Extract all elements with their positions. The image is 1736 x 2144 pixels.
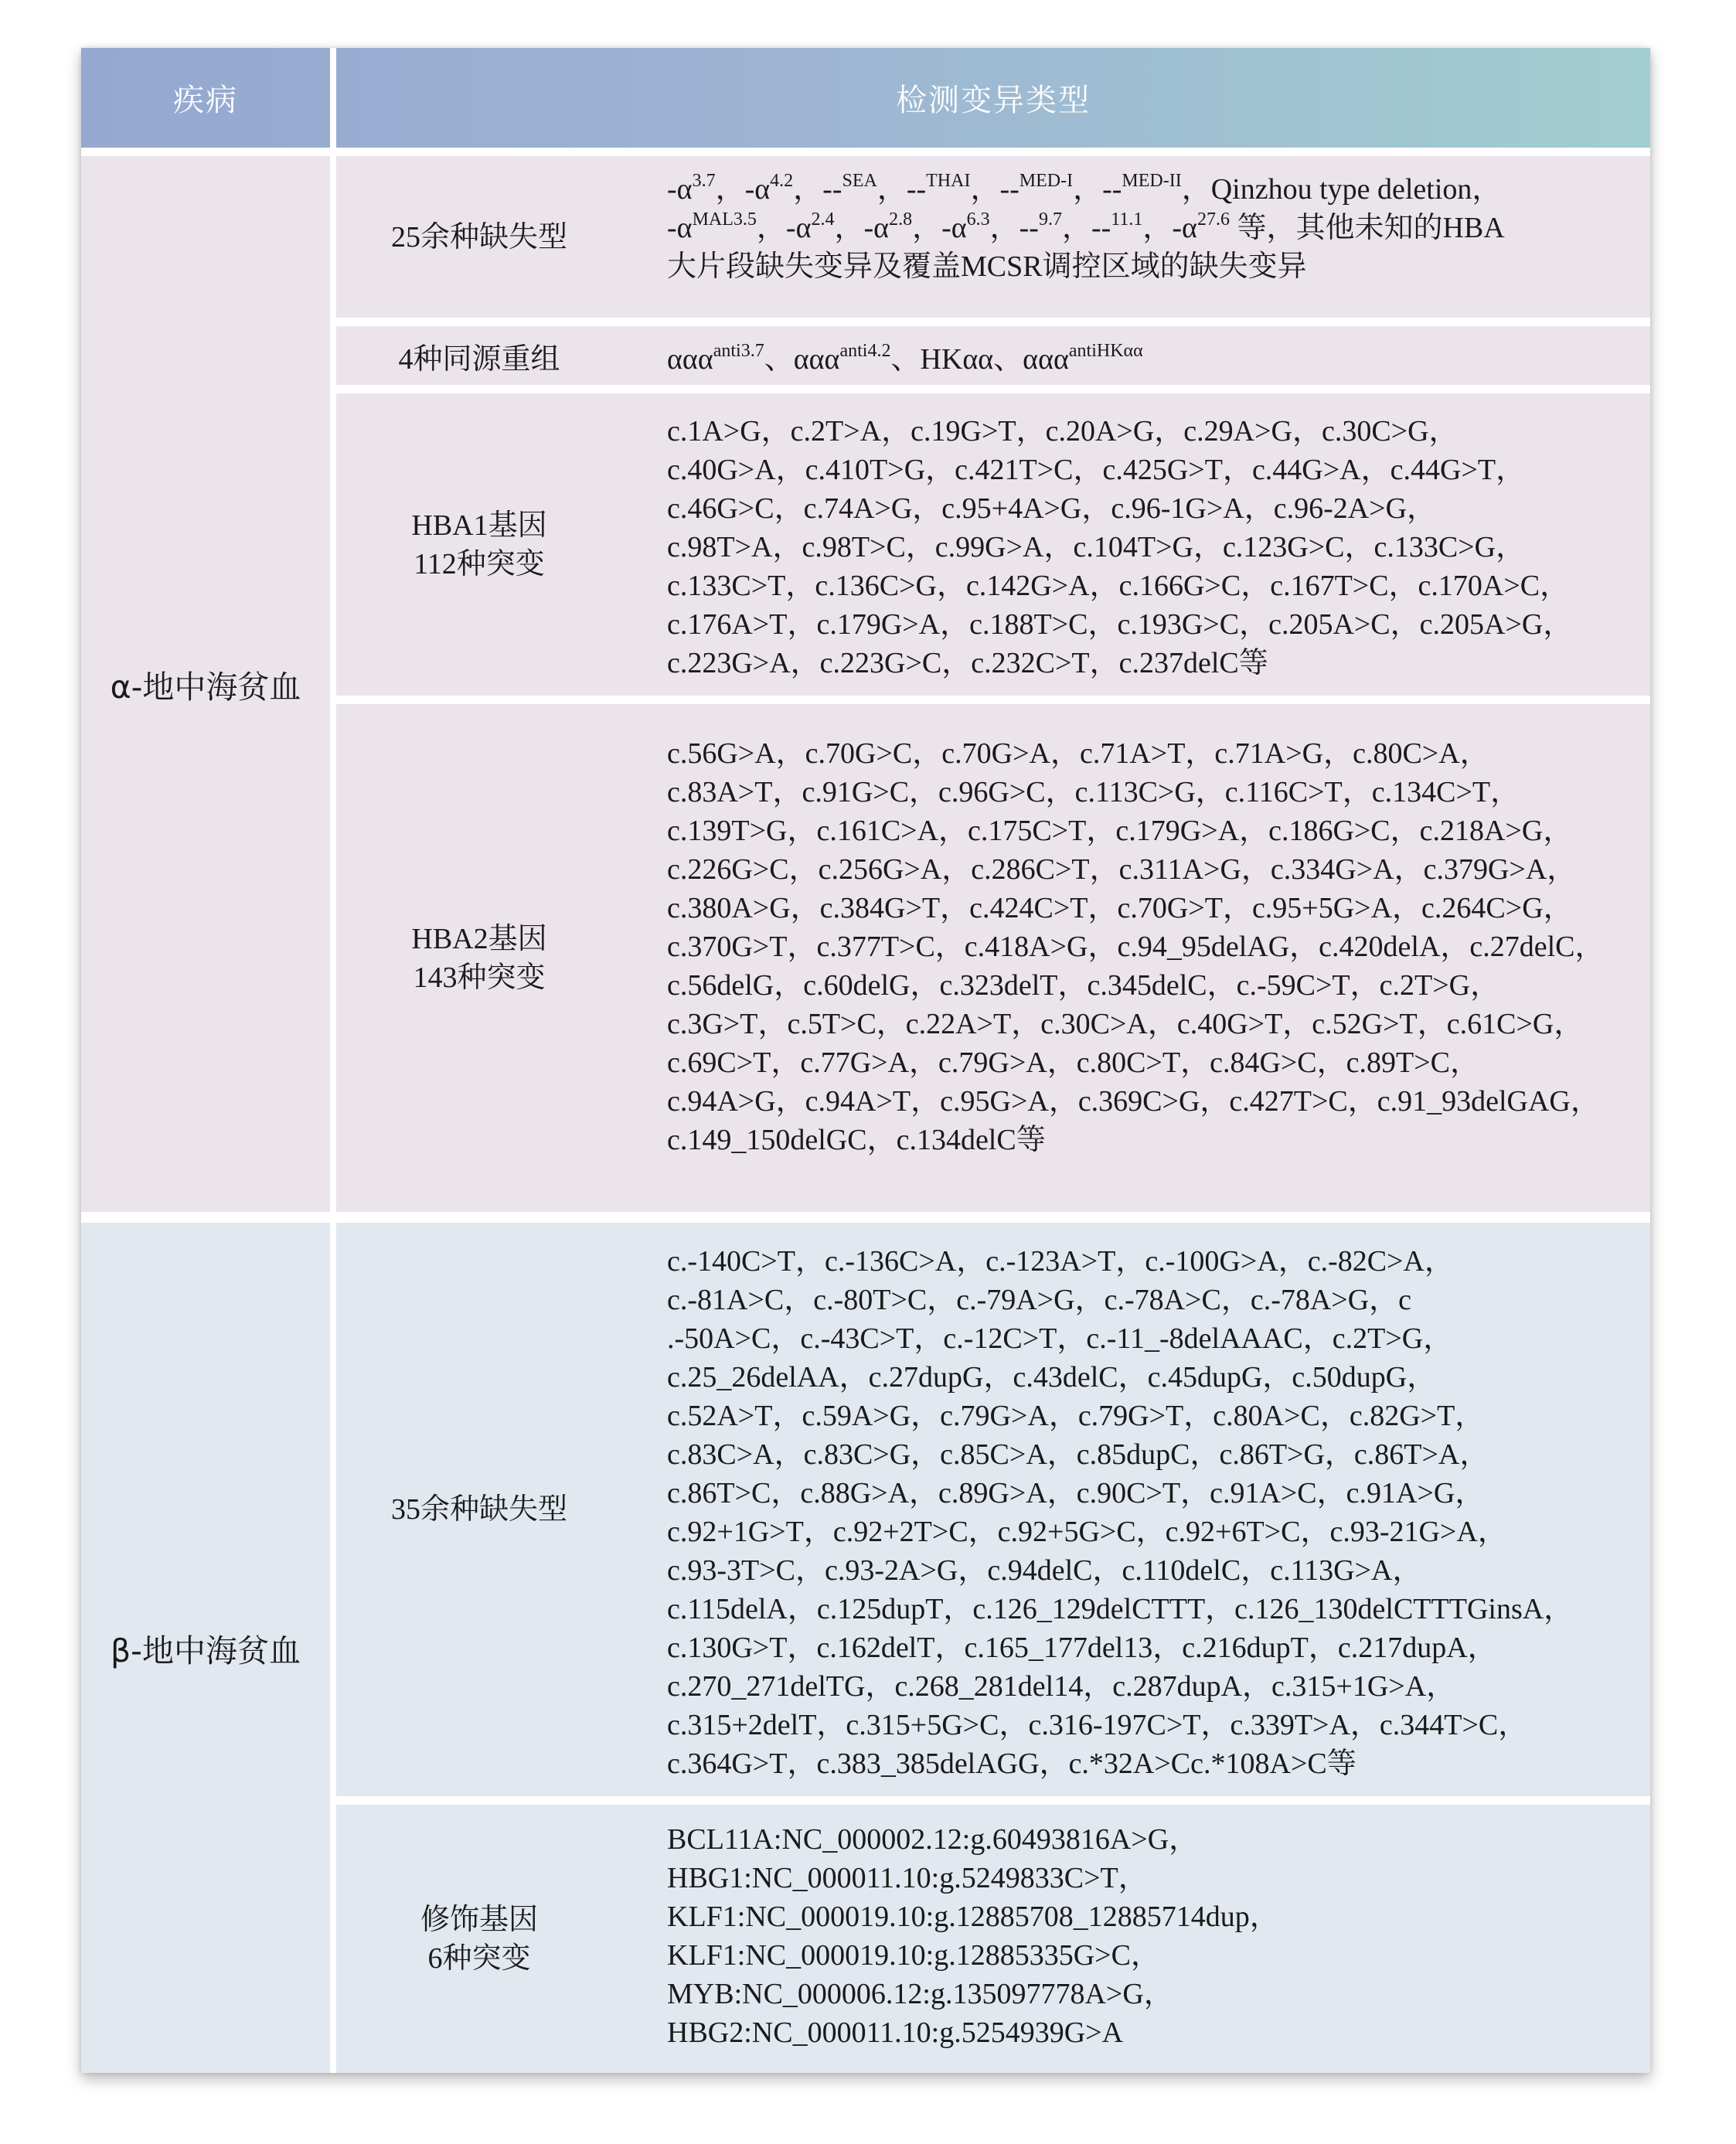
type-label: 143种突变 <box>413 961 546 994</box>
row-separator <box>336 1796 1650 1805</box>
type-label: 修饰基因 <box>420 1903 538 1936</box>
header-variant-type: 检测变异类型 <box>896 83 1091 118</box>
type-cell <box>336 393 622 696</box>
variant-line: c.3G>T，c.5T>C，c.22A>T，c.30C>A，c.40G>T，c.52G>T，c.61C>G， <box>667 1008 1584 1040</box>
variant-line: c.56delG，c.60delG，c.323delT，c.345delC，c.-59C>T，c.2T>G， <box>667 969 1500 1002</box>
variant-line: KLF1:NC_000019.10:g.12885335G>C， <box>667 1939 1160 1972</box>
variant-list <box>667 734 1618 1159</box>
variant-line: c.98T>A，c.98T>C，c.99G>A，c.104T>G，c.123G>C，c.133C>G， <box>667 531 1526 563</box>
header-divider <box>330 48 336 148</box>
variant-line: MYB:NC_000006.12:g.135097778A>G， <box>667 1978 1173 2010</box>
disease-beta: β-地中海贫血 <box>111 1632 301 1669</box>
variant-list <box>667 1820 1618 2052</box>
variant-line: $-\alpha^{MAL3.5}$，$-\alpha^{2.4}$，$-\alpha^{2.8}$，$-\alpha^{6.3}$，--$^{9.7}$，--$^{11.1}$，$-\alpha^{27.6}$ 等，其他未知的HBA <box>667 209 1505 244</box>
header-disease: 疾病 <box>173 83 238 118</box>
variant-line: c.-140C>T，c.-136C>A，c.-123A>T，c.-100G>A，c.-82C>A， <box>667 1245 1454 1278</box>
variant-list <box>667 170 1618 286</box>
variant-line: KLF1:NC_000019.10:g.12885708_12885714dup， <box>667 1901 1279 1933</box>
variant-line: $-\alpha^{3.7}$，$-\alpha^{4.2}$，--$^{SEA}$，--$^{THAI}$，--$^{MED-I}$，--$^{MED-II}$，Qinzhou type deletion， <box>667 171 1502 206</box>
variant-line: 大片段缺失变异及覆盖MCSR调控区域的缺失变异 <box>667 250 1307 283</box>
variant-line: HBG2:NC_000011.10:g.5254939G>A <box>667 2016 1124 2049</box>
variant-line: c.370G>T，c.377T>C，c.418A>G，c.94_95delAG，c.420delA，c.27delC， <box>667 931 1605 963</box>
variant-line: c.94A>G，c.94A>T，c.95G>A，c.369C>G，c.427T>C，c.91_93delGAG， <box>667 1085 1600 1118</box>
variant-line: c.226G>C，c.256G>A，c.286C>T，c.311A>G，c.334G>A，c.379G>A， <box>667 853 1577 886</box>
type-label: 4种同源重组 <box>398 342 560 376</box>
column-divider <box>330 156 336 1212</box>
variant-line: c.83C>A，c.83C>G，c.85C>A，c.85dupC，c.86T>G，c.86T>A， <box>667 1438 1489 1471</box>
type-cell <box>336 1223 622 1796</box>
row-separator <box>336 696 1650 704</box>
variant-line: c.176A>T，c.179G>A，c.188T>C，c.193G>C，c.205A>C，c.205A>G， <box>667 608 1573 641</box>
type-cell <box>336 1805 622 2073</box>
variant-line: c.1A>G，c.2T>A，c.19G>T，c.20A>G，c.29A>G，c.30C>G， <box>667 415 1459 448</box>
type-cell <box>336 156 622 318</box>
variant-line: c.139T>G，c.161C>A，c.175C>T，c.179G>A，c.186G>C，c.218A>G， <box>667 815 1573 847</box>
disease-alpha: α-地中海贫血 <box>110 668 301 706</box>
variant-line: HBG1:NC_000011.10:g.5249833C>T， <box>667 1862 1148 1894</box>
variant-line: c.86T>C，c.88G>A，c.89G>A，c.90C>T，c.91A>C，c.91A>G， <box>667 1477 1485 1509</box>
variant-line: c.46G>C，c.74A>G，c.95+4A>G，c.96-1G>A，c.96-2A>G， <box>667 492 1437 525</box>
variant-line: c.25_26delAA，c.27dupG，c.43delC，c.45dupG，c.50dupG， <box>667 1361 1437 1394</box>
variant-line: ααα$^{anti3.7}$、ααα$^{anti4.2}$、HKαα、ααα$^{antiHK\alpha\alpha}$ <box>667 341 1143 376</box>
variant-line: c.270_271delTG，c.268_281del14，c.287dupA，c.315+1G>A， <box>667 1670 1456 1703</box>
variant-line: BCL11A:NC_000002.12:g.60493816A>G， <box>667 1823 1199 1856</box>
variant-list <box>667 1242 1618 1783</box>
variant-line: c.52A>T，c.59A>G，c.79G>A，c.79G>T，c.80A>C，c.82G>T， <box>667 1400 1485 1432</box>
type-cell <box>336 326 622 392</box>
variant-list <box>667 412 1618 682</box>
variant-list <box>667 340 1618 379</box>
type-label: 25余种缺失型 <box>390 220 567 254</box>
variant-line: c.69C>T，c.77G>A，c.79G>A，c.80C>T，c.84G>C，c.89T>C， <box>667 1046 1480 1079</box>
variant-line: c.40G>A，c.410T>G，c.421T>C，c.425G>T，c.44G>A，c.44G>T， <box>667 454 1526 486</box>
variant-line: c.364G>T，c.383_385delAGG，c.*32A>Cc.*108A>C等 <box>667 1748 1356 1780</box>
type-label: HBA1基因 <box>411 509 547 542</box>
variant-line: c.223G>A，c.223G>C，c.232C>T，c.237delC等 <box>667 647 1268 679</box>
variant-line: c.115delA，c.125dupT，c.126_129delCTTT，c.126_130delCTTTGinsA， <box>667 1593 1574 1625</box>
table-header <box>81 48 1650 148</box>
variant-line: c.92+1G>T，c.92+2T>C，c.92+5G>C，c.92+6T>C，c.93-21G>A， <box>667 1516 1507 1548</box>
column-divider <box>330 1223 336 2073</box>
variant-line: c.-81A>C，c.-80T>C，c.-79A>G，c.-78A>C，c.-78A>G，c <box>667 1284 1412 1316</box>
variant-line: c.83A>T，c.91G>C，c.96G>C，c.113C>G，c.116C>T，c.134C>T， <box>667 776 1520 808</box>
type-cell <box>336 704 622 1212</box>
variant-line: c.56G>A，c.70G>C，c.70G>A，c.71A>T，c.71A>G，c.80C>A， <box>667 737 1489 770</box>
variant-line: c.130G>T，c.162delT，c.165_177del13，c.216dupT，c.217dupA， <box>667 1632 1497 1664</box>
row-separator <box>336 318 1650 326</box>
variant-line: c.149_150delGC，c.134delC等 <box>667 1124 1046 1156</box>
variant-line: c.315+2delT，c.315+5G>C，c.316-197C>T，c.339T>A，c.344T>C， <box>667 1709 1528 1741</box>
type-label: 35余种缺失型 <box>390 1493 567 1526</box>
variant-line: .-50A>C，c.-43C>T，c.-12C>T，c.-11_-8delAAAC，c.2T>G， <box>667 1322 1453 1355</box>
variant-line: c.133C>T，c.136C>G，c.142G>A，c.166G>C，c.167T>C，c.170A>C， <box>667 570 1570 602</box>
type-label: HBA2基因 <box>411 922 547 955</box>
variant-line: c.380A>G，c.384G>T，c.424C>T，c.70G>T，c.95+5G>A，c.264C>G， <box>667 892 1573 924</box>
type-label: 6种突变 <box>427 1942 531 1975</box>
type-label: 112种突变 <box>414 547 545 580</box>
variant-line: c.93-3T>C，c.93-2A>G，c.94delC，c.110delC，c.113G>A， <box>667 1554 1422 1587</box>
variant-table <box>81 48 1650 2073</box>
